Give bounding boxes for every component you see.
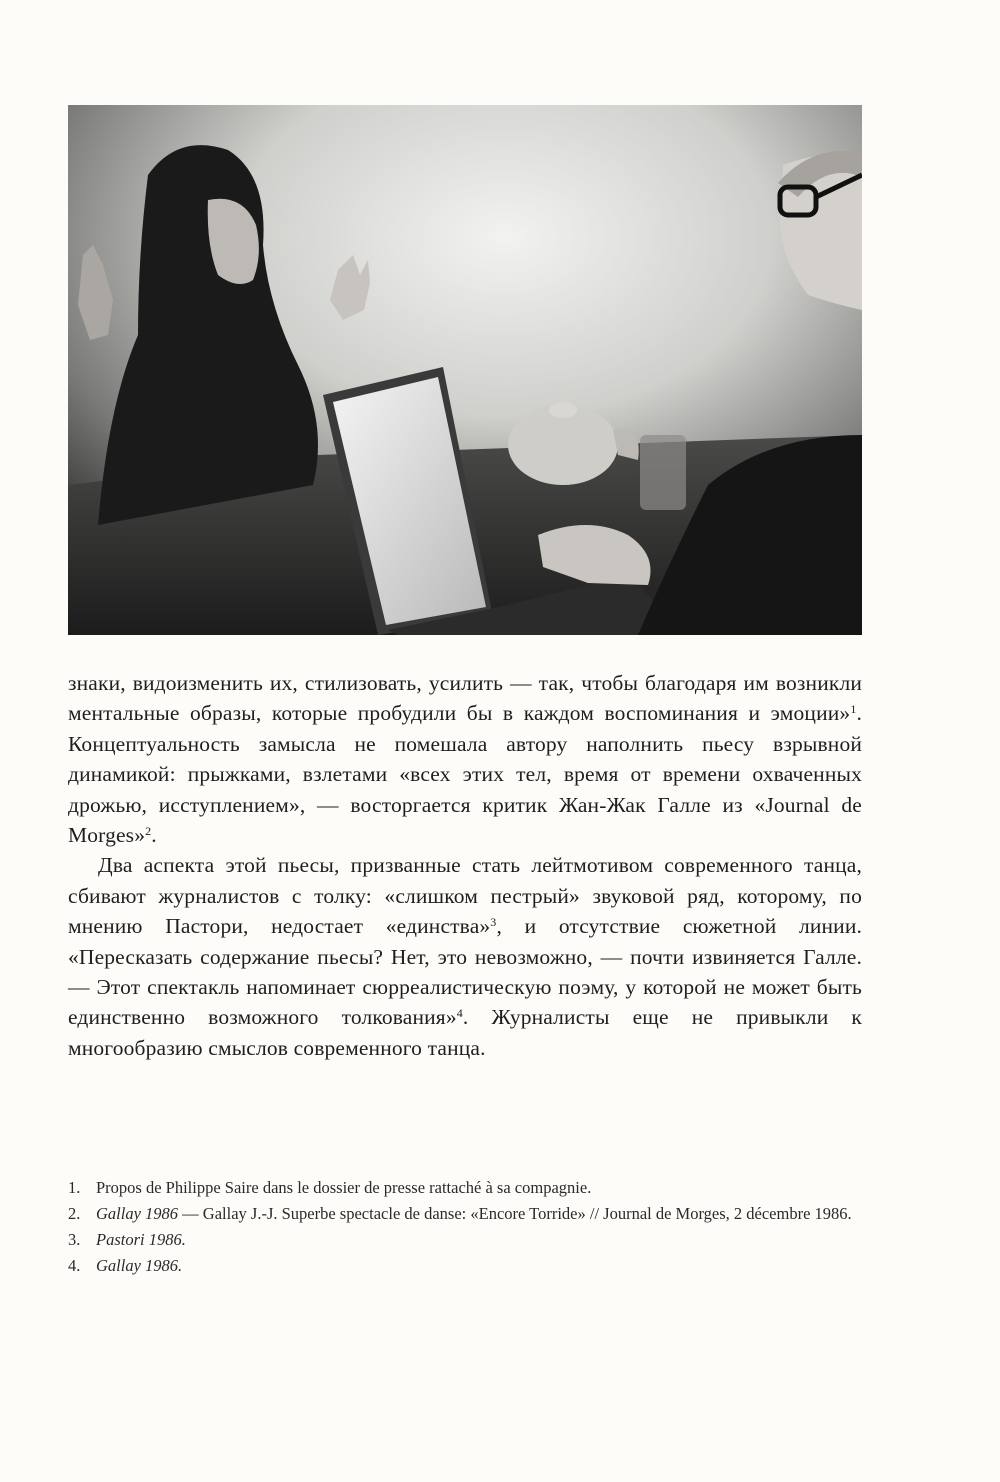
footnote-source: Gallay 1986 (96, 1204, 179, 1223)
paragraph-1-part-3: . (151, 823, 157, 848)
footnote-number: 2. (68, 1204, 81, 1223)
footnote-text: Propos de Philippe Saire dans le dossier de presse rattaché à sa compagnie. (96, 1178, 592, 1197)
footnotes (68, 1178, 862, 1282)
footnote-item (68, 1204, 862, 1224)
footnote-item (68, 1178, 862, 1198)
footnote-ref-4: 4 (456, 1006, 463, 1021)
footnote-ref-3: 3 (490, 915, 497, 930)
footnote-number: 4. (68, 1256, 81, 1275)
footnote-text: — Gallay J.-J. Superbe spectacle de danse: «Encore Torride» // Journal de Morges, 2 décembre 1986. (178, 1204, 852, 1223)
main-text (68, 668, 862, 1063)
footnote-source: Gallay 1986. (96, 1256, 183, 1275)
paragraph-1-part-2: . Концептуальность замысла не помешала автору наполнить пьесу взрывной динамикой: прыжками, взлетами «всех этих тел, время от времени охваченных дрожью, исступлением», — восторгается критик Жан-Жак Галле из «Journal de Morges» (68, 701, 862, 848)
paragraph-2-part-3: . Журналисты еще не привыкли к многообразию смыслов современного танца. (68, 1005, 862, 1060)
paragraph-1-part-1: знаки, видоизменить их, стилизовать, усилить — так, чтобы благодаря им возникли ментальные образы, которые пробудили бы в каждом воспоминания и эмоции» (68, 671, 862, 726)
photo (68, 105, 862, 635)
paragraph-1 (68, 668, 862, 850)
footnote-source: Pastori 1986. (96, 1230, 186, 1249)
footnote-ref-1: 1 (850, 702, 857, 717)
footnote-number: 1. (68, 1178, 81, 1197)
footnote-number: 3. (68, 1230, 81, 1249)
paragraph-2-part-1: Два аспекта этой пьесы, призванные стать лейтмотивом современного танца, сбивают журналистов с толку: «слишком пестрый» звуковой ряд, которому, по мнению Пастори, недостает «единства» (68, 853, 862, 939)
paragraph-2 (68, 850, 862, 1063)
photo-two-women-laptop-icon (68, 105, 862, 635)
footnote-ref-2: 2 (145, 824, 152, 839)
footnote-item (68, 1230, 862, 1250)
footnote-item (68, 1256, 862, 1276)
paragraph-2-part-2: , и отсутствие сюжетной линии. «Пересказать содержание пьесы? Нет, это невозможно, — почти извиняется Галле. — Этот спектакль напоминает сюрреалистическую поэму, у которой не может быть единственно возможного толкования» (68, 914, 863, 1030)
